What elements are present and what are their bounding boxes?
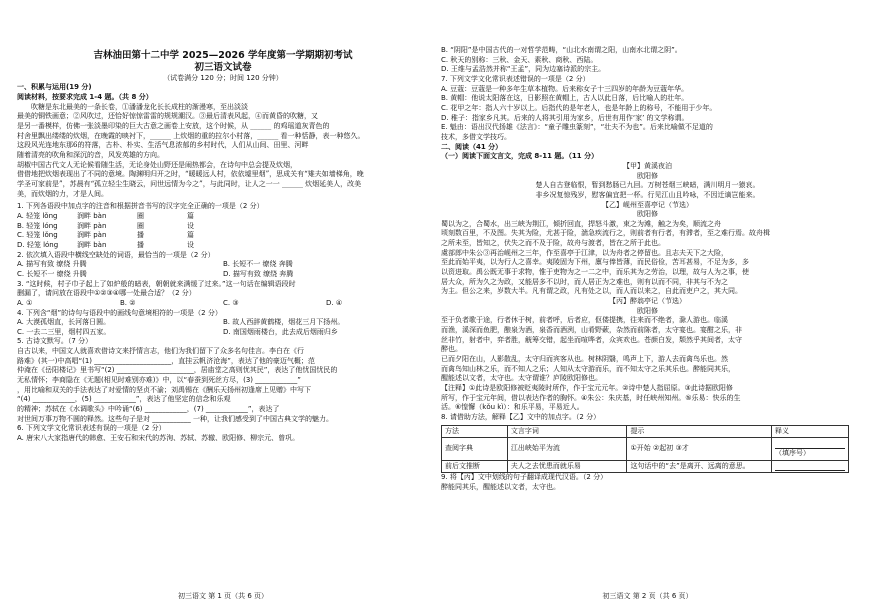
table-header: 提示 bbox=[627, 425, 772, 438]
answer-blank[interactable] bbox=[775, 440, 845, 449]
passage-line: 胡椒中国古代文人无论候看随生活，无论身处山野还是闹热都会，在诗句中总会提及炊烟， bbox=[17, 160, 297, 169]
answer-cell[interactable] bbox=[772, 438, 849, 460]
yi-text bbox=[441, 220, 854, 297]
q6-option-d[interactable]: D. 王维与孟浩然并称“王孟”，同为边塞诗派的宗主。 bbox=[441, 65, 606, 74]
table-header: 文言字词 bbox=[507, 425, 627, 438]
q6-option-b[interactable]: B. “阴阳”是中国古代的一对哲学范畴，“山北水南谓之阳，山南水北谓之阴”。 bbox=[441, 46, 682, 54]
q2-option-b[interactable]: B. 长短不一 缭绕 奔腾 bbox=[223, 260, 293, 269]
passage-line: 最美的铜铁画意；②风吹过，还恰好惊惊雷雷的规规潮汉。③最后清表风起，④而黄昏的吹糖，又 bbox=[17, 112, 318, 121]
section-2-heading: 二、阅读（41 分） bbox=[441, 142, 503, 151]
q5-line: 自古以来，中国文人就喜欢借诗文来抒情言志，他们为我们留下了众多名句佳言。李白在《行 bbox=[17, 347, 304, 356]
q1-d-3: 播 bbox=[137, 240, 144, 249]
yi-line: 顷刻数百里，不及图。失其为险，尤甚于险，湍急疾流行之，则前者有行者，有滞者，至之难行焉。故舟楫 bbox=[441, 229, 770, 238]
bing-line: 醉也。 bbox=[441, 345, 462, 354]
bing-line: 已而夕阳在山，人影散乱，太守归而宾客从也。树林阴翳，鸣声上下，游人去而禽鸟乐也。然 bbox=[441, 355, 728, 363]
question-1: 1. 下列各语段中加点字的注音和根据拼音书写的汉字完全正确的一项是（2 分） bbox=[17, 202, 264, 211]
annotations bbox=[441, 384, 854, 413]
question-3-line-1: 3. “这时候，村子巾子起上了如炉般的暗表，朝朝就来满缓了过来。”这一句话在编辑语段时 bbox=[17, 279, 296, 288]
table-row bbox=[442, 438, 849, 460]
bing-title: 【丙】醉翁亭记（节选） bbox=[609, 297, 686, 306]
table-header-row bbox=[442, 425, 849, 438]
q7-option-c[interactable]: C. 花甲之年：指人六十岁以上。后指代的是年老人，也是年龄上的称号，不能用于少年。 bbox=[441, 103, 717, 112]
exam-subtitle: 初三语文试卷 bbox=[194, 61, 252, 73]
q5-text bbox=[17, 347, 429, 424]
table-cell: ①开始 ②起初 ③才 bbox=[627, 438, 772, 460]
q1-option-a[interactable] bbox=[17, 212, 429, 222]
yi-line: 为主。但公之来，岁数大半。凡有谓之政，凡有处之以，而人而以来之，自此而吏户之，其大同。 bbox=[441, 287, 742, 296]
q3-option-b[interactable]: B. ② bbox=[120, 298, 136, 307]
q3-option-c[interactable]: C. ③ bbox=[223, 298, 239, 307]
reading-passage-intro: （一）阅读下面文言文，完成 8-11 题。（11 分） bbox=[441, 152, 599, 161]
answer-blank[interactable] bbox=[775, 462, 845, 471]
q1-a-4: 篇 bbox=[187, 211, 194, 220]
q2-option-d[interactable]: D. 描写有致 缭绕 奔腾 bbox=[223, 269, 294, 278]
q1-option-b[interactable] bbox=[17, 222, 429, 232]
question-4: 4. 下列含“烟”的诗句与语段中的画线句意境相符的一项是（2 分） bbox=[17, 308, 222, 317]
q3-options bbox=[17, 299, 429, 309]
q7-option-a[interactable]: A. 豆蔻：豆蔻是一种多年生草本植物。后来称女子十三四岁的年龄为豆蔻年华。 bbox=[441, 84, 689, 93]
q4-option-b[interactable]: B. 故人西辞黄鹤楼，烟花三月下扬州。 bbox=[223, 318, 345, 327]
table-cell: 这句话中的“去”是离开、远离的意思。 bbox=[627, 460, 772, 473]
q5-line[interactable]: 无私情怀；李商隐在《无题(相见时难别亦难)》中，以“春蚕到死丝方尽，(3) ____________” bbox=[17, 376, 301, 385]
q4-options-row-1 bbox=[17, 318, 429, 328]
section-1-heading: 一、积累与运用(19 分) bbox=[17, 83, 92, 92]
yi-line: 虞部郎中朱公③再治岘州之三年，作至喜亭于江津，以为舟者之停留也。且志夫天下之大险， bbox=[441, 248, 728, 257]
q1-a-2: 润畔 bàn bbox=[77, 211, 107, 220]
q6-option-c[interactable]: C. 秋天的别称：三秋、金天、素秋、商秋、西陆。 bbox=[441, 55, 598, 64]
question-6: 6. 下列文学文化常识表述有误的一项是（2 分） bbox=[17, 424, 166, 433]
q1-d-4: 设 bbox=[187, 240, 194, 249]
q5-line[interactable]: 仲淹在《岳阳楼记》里书写“(2) ______________________，居庙堂之高则忧其民”，表达了他忧国忧民的 bbox=[17, 366, 338, 375]
annotation-line: 【注释】①此诗是欧阳修被贬夷陵时所作，作于宝元元年。②诗中楚人指屈原。③此诗据欧阳修 bbox=[441, 383, 733, 392]
reading-intro: 阅读材料，按要求完成 1-4 题。（共 8 分） bbox=[17, 93, 153, 102]
q2-option-a[interactable]: A. 描写有致 缭绕 升腾 bbox=[17, 260, 87, 269]
passage-line: 吹糖是东北最美的一条长卷，①潘潘龙化长长成柱的渐漫寒，至出淡淡 bbox=[31, 102, 248, 111]
passage-line: 随着清亮的吹角和深沉的音，风发英雄的方向。 bbox=[17, 151, 164, 159]
q1-b-3: 圈 bbox=[137, 221, 144, 230]
exam-title: 吉林油田第十二中学 2025—2026 学年度第一学期期初考试 bbox=[93, 50, 353, 61]
bing-line: 而渔，溪深而鱼肥，酿泉为酒，泉香而酒洌，山肴野蔌，杂然而前陈者，太守宴也。宴酣之乐，非 bbox=[441, 326, 742, 335]
answer-cell[interactable] bbox=[772, 460, 849, 473]
q4-options-row-2 bbox=[17, 328, 429, 338]
page-footer-2: 初三语文 第 2 页（共 6 页） bbox=[602, 592, 693, 600]
passage-line: 美，而炊烟的力，才是人间。 bbox=[17, 189, 108, 198]
table-header: 释义 bbox=[772, 425, 849, 438]
table-cell: 查阅字典 bbox=[442, 438, 508, 460]
q1-b-4: 设 bbox=[187, 221, 194, 230]
q7-option-e-cont: 技术，多借文学技巧。 bbox=[441, 132, 511, 141]
q3-option-d[interactable]: D. ④ bbox=[326, 298, 343, 307]
jia-poem-line: 楚人自古登临恨，暂到愁肠已九回。万树苍烟三峡暗，满川明月一猿哀。 bbox=[535, 181, 760, 190]
yi-author: 欧阳修 bbox=[637, 210, 658, 219]
table-row bbox=[442, 460, 849, 473]
question-2: 2. 依次填入语段中横线空缺处的词语，最恰当的一项是（2 分） bbox=[17, 250, 215, 259]
left-column bbox=[17, 0, 429, 615]
q1-a-3: 圈 bbox=[137, 211, 144, 220]
table-cell: 江出峡始平为流 bbox=[507, 438, 627, 460]
q5-line[interactable]: 路难》(其一)中高唱“(1) ______________________，直挂云帆济沧海”，表达了他的豪迈气概；范 bbox=[17, 356, 315, 365]
bing-line: 丝非竹，射者中，弈者胜，觥筹交错，起坐而喧哗者，众宾欢也。苍颜白发，颓然乎其间者，太守 bbox=[441, 335, 742, 344]
bing-author: 欧阳修 bbox=[637, 306, 658, 315]
q1-a-1: A. 轻笼 lǒng bbox=[17, 211, 58, 220]
q1-c-3: 播 bbox=[137, 231, 144, 240]
yi-title: 【乙】岘州至喜亭记（节选） bbox=[602, 200, 693, 209]
bing-line: 醒能述以文者，太守也。太守谓谁？庐陵欧阳修也。 bbox=[441, 374, 602, 383]
table-header: 方法 bbox=[442, 425, 508, 438]
bing-line: 至于负者歌于途，行者休于树，前者呼，后者应，伛偻提携，往来而不绝者，滁人游也。临溪 bbox=[441, 316, 728, 325]
q5-line[interactable]: 的精神；苏轼在《水调歌头》中吟诵“(6) ____________，(7) ____________”，表达了 bbox=[17, 405, 280, 414]
bing-line: 而禽鸟知山林之乐，而不知人之乐；人知从太守游而乐，而不知太守之乐其乐也。醉能同其乐， bbox=[441, 364, 735, 373]
annotation-line: 所写，作于宝元年间，借以表达作者的胸怀。④朱公：朱庆基，时任峡州知州。⑤乐易：快乐的生 bbox=[441, 393, 741, 402]
q9-sentence: 醉能同其乐，醒能述以文者，太守也。 bbox=[441, 482, 560, 491]
passage-line: 借借地把炊烟表现出了不同的意境。陶渊明归开之时，“暖暖远人村，依依墟里烟”，思成关有“雉夫如墙梯角，晚 bbox=[17, 170, 364, 179]
passage-line: 是另一番模样，仿佛一张淡墨印染的巨大古意之画卷上安放，这个时候，从 ______ 的鸡瑶道灰青色的 bbox=[17, 122, 330, 131]
q8-table bbox=[441, 425, 849, 474]
passage-line: 村舍里飘出缕缕的炊烟，在晚霞的映衬下，______ 上炊烟的重的拉尔小村落，______ 看一种恬静，表一种悠久。 bbox=[17, 131, 365, 140]
passage bbox=[17, 103, 429, 200]
q1-c-2: 润畔 pàn bbox=[77, 231, 107, 240]
question-5: 5. 古诗文默写。（7 分） bbox=[17, 337, 93, 346]
q1-d-1: D. 轻笼 lóng bbox=[17, 240, 59, 249]
q1-option-c[interactable] bbox=[17, 231, 429, 241]
fill-hint: （填序号） bbox=[775, 448, 810, 457]
q1-c-1: C. 轻笼 lǒng bbox=[17, 231, 58, 240]
passage-line: 这段风光连地东那6的符落，古朴、朴实、生活气息浓郁的乡村时代，人们从山间、田里、河畔 bbox=[17, 141, 309, 150]
q1-b-1: B. 轻笼 lóng bbox=[17, 221, 58, 230]
q7-option-d[interactable]: D. 稚子：指家乡凡其。后来的人将其引用为家乡，后世有用作‘家’ 的文学称谓。 bbox=[441, 113, 689, 122]
yi-line: 以资进取。禹公既无事于求物，惟于吏物为之一二之中，而乐其为之劳治，以理，故与人为之事，使 bbox=[441, 268, 749, 277]
jia-author: 欧阳修 bbox=[637, 171, 658, 180]
yi-line: 之所未至，皆知之，伏失之而不及于险，故舟与渡者，皆在之所于此也。 bbox=[441, 239, 665, 248]
table-cell: 夫人之去忧患而就乐易 bbox=[507, 460, 627, 473]
question-3-line-2: 删漏了，请问放在语段中①②③④哪一处最合适？（2 分） bbox=[17, 289, 196, 298]
q4-option-a[interactable]: A. 大漠孤烟直，长河落日圆。 bbox=[17, 318, 111, 327]
question-8: 8. 请借助方法，解释【乙】文中的加点字。（2 分） bbox=[441, 412, 601, 421]
q6-option-a[interactable]: A. 唐宋八大家指唐代的韩愈、王安石和宋代的苏洵、苏轼、苏辙、欧阳修、柳宗元、曾巩。 bbox=[17, 434, 300, 443]
q7-option-b[interactable]: B. 黄帽：他说太阳落在这，日影照在黄帽上，古人以此日落，后比喻人的壮年。 bbox=[441, 94, 689, 103]
q2-option-c[interactable]: C. 长短不一 缭绕 升腾 bbox=[17, 269, 87, 278]
jia-poem-line: 非乡况复惊残岁，慰客偏宜把一杯。行见江山且吟咏，不因迁谪岂能来。 bbox=[535, 190, 760, 199]
q1-c-4: 篇 bbox=[187, 231, 194, 240]
q4-option-d[interactable]: D. 南国烟雨楼台，此去成后烟雨归乡 bbox=[223, 327, 338, 336]
yi-line: 居大众，所为久之为政，又能居多不以时，而人居正为之难也，则有以而不同，非其与不为之 bbox=[441, 277, 728, 286]
q7-option-e[interactable]: E. 魁由：语出汉代扬雄《法言》：“童子雕虫篆刻”，“壮夫不为也”。后来比喻做不足道的 bbox=[441, 123, 713, 132]
jia-title: 【甲】黄溪夜泊 bbox=[623, 161, 672, 170]
exam-note: （试卷满分 120 分；时间 120 分钟） bbox=[163, 73, 283, 82]
passage-line: 学圣可家前是”，苏晨有“孤立轻尘生晓云，问世远情为今之”，与此同时，让人之一一 ______ 炊烟延美人，改美 bbox=[17, 179, 362, 188]
q1-d-2: 润畔 bàn bbox=[77, 240, 107, 249]
right-column bbox=[441, 0, 854, 615]
q5-line: 对世间万事万物不圆的释然。这些句子是对 ___________ 一种，让我们感受到了中国古典文学的魅力。 bbox=[17, 414, 333, 423]
q3-option-a[interactable]: A. ① bbox=[17, 298, 33, 307]
q2-options-row-2 bbox=[17, 270, 429, 280]
question-9: 9. 将【丙】文中划线的句子翻译成现代汉语。（2 分） bbox=[441, 473, 608, 482]
q5-line: ，用比喻和双关的手法表达了对爱情的坚贞不渝；刘禹锡在《酬乐天扬州初逢席上见赠》中写下 bbox=[17, 385, 311, 394]
q2-options-row-1 bbox=[17, 260, 429, 270]
q1-option-d[interactable] bbox=[17, 241, 429, 251]
yi-line: 至此而始平夷，以为行人之喜幸。夷陵固为下州，廪与俸皆薄，而民俗俭，苦耳甚易，不足为多，多 bbox=[441, 258, 749, 267]
table-cell: 前后文推断 bbox=[442, 460, 508, 473]
q4-option-c[interactable]: C. 一去二三里，烟村四五家。 bbox=[17, 327, 111, 336]
q5-line[interactable]: “(4) ____________，(5) ____________”，表达了他坚定的信念和乐观 bbox=[17, 395, 231, 404]
annotation-line: 活。⑥惶懈（kǒu kì）：和乐平易，平易近人。 bbox=[441, 403, 584, 412]
q1-b-2: 润畔 pàn bbox=[77, 221, 107, 230]
bing-text bbox=[441, 316, 854, 384]
yi-line: 蜀以为之，合蜀水，出三峡为荆江，倾折回直，捍怒斗激，束之为滩，触之为矣，顺流之舟 bbox=[441, 219, 721, 228]
question-7: 7. 下列文学文化常识表述错误的一项是（2 分） bbox=[441, 74, 590, 83]
page-footer-1: 初三语文 第 1 页（共 6 页） bbox=[177, 592, 269, 600]
